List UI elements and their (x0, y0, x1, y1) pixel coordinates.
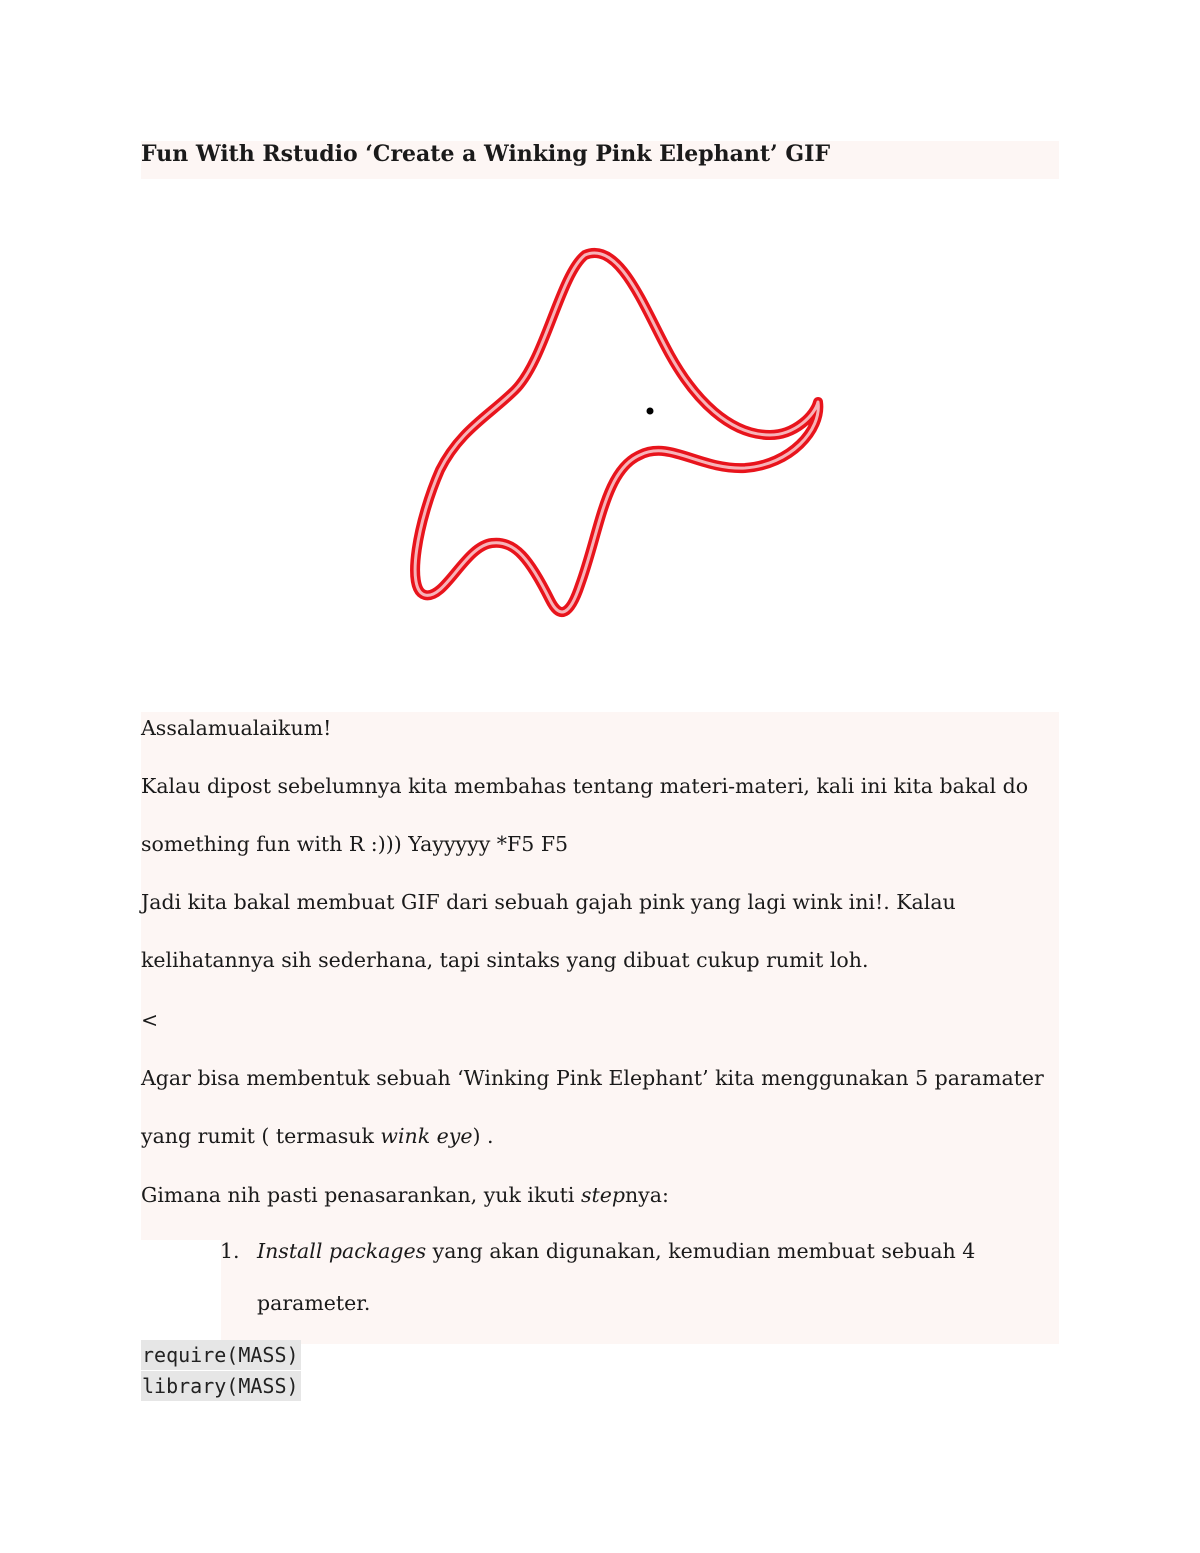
paragraph-3-line-1: Agar bisa membentuk sebuah ‘Winking Pink Elephant’ kita menggunakan 5 paramater (141, 1066, 1044, 1090)
paragraph-4-emphasis: step (580, 1183, 625, 1207)
less-than-symbol: < (141, 1008, 159, 1032)
paragraph-3-text-b: ) . (472, 1124, 494, 1148)
paragraph-2-line-1: Jadi kita bakal membuat GIF dari sebuah gajah pink yang lagi wink ini!. Kalau (141, 890, 956, 914)
paragraph-1-line-2: something fun with R :))) Yayyyyy *F5 F5 (141, 832, 569, 856)
paragraph-4 (141, 1166, 1059, 1224)
list-indent-gap (141, 1240, 221, 1344)
paragraph-2-line-2: kelihatannya sih sederhana, tapi sintaks yang dibuat cukup rumit loh. (141, 948, 869, 972)
paragraph-3-text-a: yang rumit ( termasuk (141, 1124, 381, 1148)
list-item-line-1 (257, 1224, 1059, 1278)
page-title: Fun With Rstudio ‘Create a Winking Pink Elephant’ GIF (141, 141, 831, 167)
list-item-line-2: parameter. (257, 1291, 371, 1315)
paragraph-3-line-2 (141, 1107, 1059, 1165)
paragraph-4-text-a: Gimana nih pasti penasarankan, yuk ikuti (141, 1183, 581, 1207)
paragraph-3-emphasis: wink eye (380, 1124, 473, 1148)
paragraph-1-line-1: Kalau dipost sebelumnya kita membahas tentang materi-materi, kali ini kita bakal do (141, 774, 1029, 798)
paragraph-4-text-b: nya: (624, 1183, 669, 1207)
elephant-inner-line (415, 253, 818, 612)
elephant-figure (380, 230, 840, 640)
code-line: require(MASS) (141, 1340, 301, 1370)
code-line: library(MASS) (141, 1371, 301, 1401)
list-item-text: yang akan digunakan, kemudian membuat sebuah 4 (426, 1239, 976, 1263)
greeting-text: Assalamualaikum! (141, 716, 332, 740)
list-item-emphasis: Install packages (257, 1239, 427, 1263)
elephant-eye (647, 408, 654, 415)
list-number: 1. (220, 1239, 240, 1263)
